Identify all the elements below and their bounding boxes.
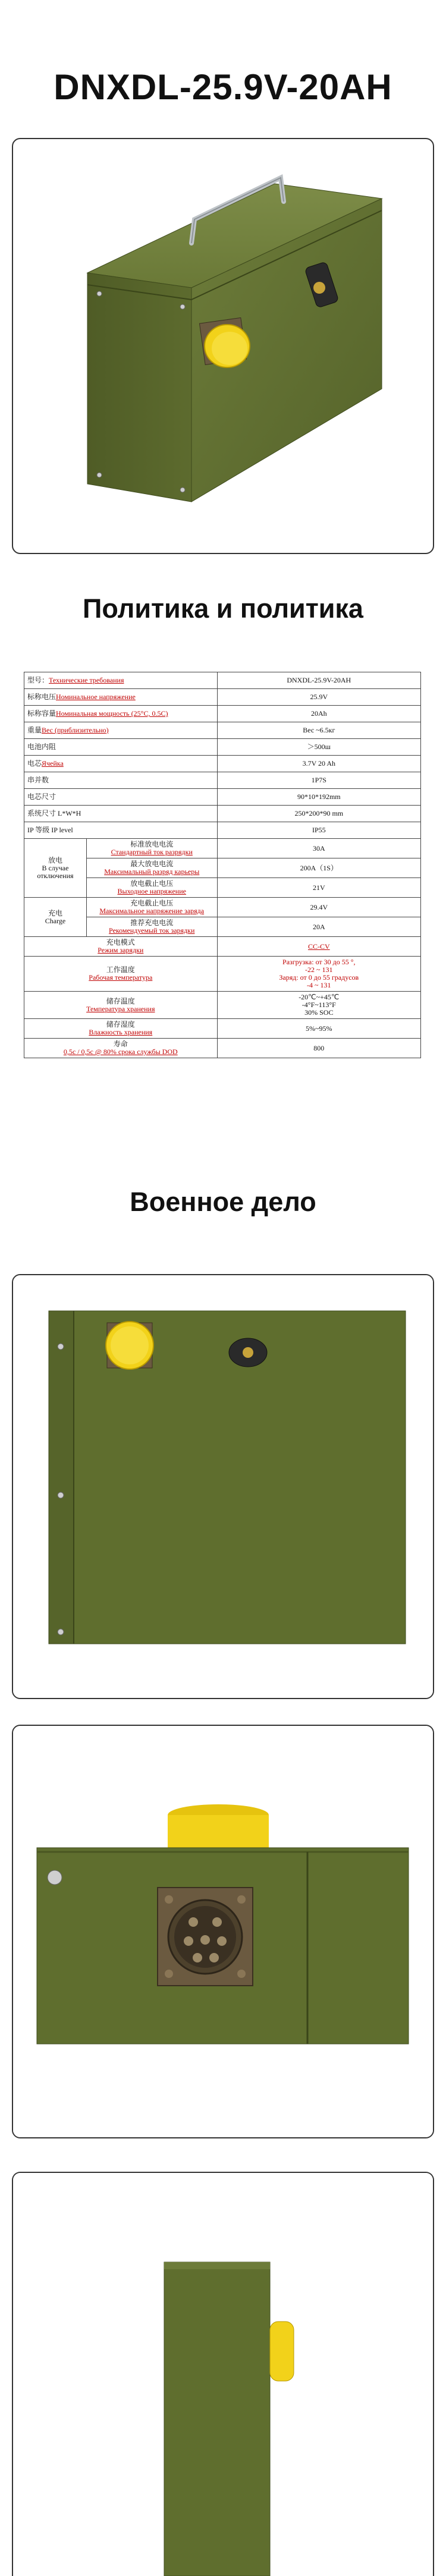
table-row bbox=[24, 806, 421, 822]
row-label-ru: Ячейка bbox=[42, 759, 64, 768]
row-value-line: Заряд: от 0 до 55 градусов bbox=[279, 973, 359, 982]
row-label-ru: 0,5c / 0,5c @ 80% срока службы DOD bbox=[63, 1048, 178, 1056]
row-label-zh: 寿命 bbox=[113, 1040, 128, 1048]
row-label-ru: Рекомендуемый ток зарядки bbox=[109, 926, 195, 935]
row-value: 20A bbox=[217, 917, 420, 937]
row-value: 3.7V 20 Ah bbox=[217, 756, 420, 772]
row-label-zh: IP 等级 IP level bbox=[27, 826, 73, 834]
row-value: 200A（1S） bbox=[217, 858, 420, 878]
row-value: 90*10*192mm bbox=[217, 789, 420, 806]
row-value-line: -20℃~+45℃ bbox=[299, 993, 340, 1001]
charge-group-zh: 充电 bbox=[48, 908, 62, 917]
row-label-ru: Влажность хранения bbox=[89, 1028, 153, 1036]
table-row bbox=[24, 822, 421, 839]
row-label-zh: 推荐充电电流 bbox=[130, 919, 174, 927]
row-value: 25.9V bbox=[217, 689, 420, 706]
row-label-ru: Рабочая температура bbox=[89, 973, 153, 982]
table-row bbox=[24, 992, 421, 1019]
row-label-zh: 放电截止电压 bbox=[130, 879, 174, 888]
row-value: 20Ah bbox=[217, 706, 420, 722]
table-row bbox=[24, 898, 421, 917]
row-label-ru: Номинальное напряжение bbox=[56, 693, 136, 701]
battery-front-image bbox=[13, 1275, 433, 1698]
row-value-line: 30% SOC bbox=[304, 1008, 334, 1017]
row-label-ru: Максимальный разряд карьеры bbox=[104, 867, 200, 876]
row-label-zh: 标准放电电流 bbox=[130, 840, 174, 848]
row-label-zh: 充电模式 bbox=[106, 938, 135, 946]
row-value: 30A bbox=[217, 839, 420, 858]
table-row bbox=[24, 706, 421, 722]
row-label-zh: 电池内阻 bbox=[27, 743, 56, 751]
discharge-group-cell bbox=[24, 839, 87, 898]
table-row bbox=[24, 772, 421, 789]
discharge-group-ru: В случае отключения bbox=[37, 863, 74, 880]
product-photo-connector bbox=[12, 1725, 434, 2138]
row-value: 21V bbox=[217, 878, 420, 898]
row-label-zh: 电芯尺寸 bbox=[27, 792, 56, 801]
row-value: IP55 bbox=[217, 822, 420, 839]
row-label-zh: 工作温度 bbox=[106, 965, 135, 974]
product-photo-front bbox=[12, 1274, 434, 1699]
battery-box-image bbox=[13, 139, 433, 553]
table-header-row bbox=[24, 672, 421, 689]
page-title: DNXDL-25.9V-20AH bbox=[54, 67, 392, 107]
table-row bbox=[24, 756, 421, 772]
product-photo-main bbox=[12, 138, 434, 554]
row-label-ru: Выходное напряжение bbox=[117, 887, 186, 895]
table-row bbox=[24, 957, 421, 992]
connector-closeup-image bbox=[13, 1726, 433, 2137]
row-label-zh: 系统尺寸 L*W*H bbox=[27, 809, 81, 817]
row-label-ru: Стандартный ток разрядки bbox=[111, 848, 193, 856]
row-label-ru: Вес (приблизительно) bbox=[42, 726, 109, 734]
section-heading-policy: Политика и политика bbox=[83, 593, 363, 624]
row-value: Вес ~6.5кг bbox=[217, 722, 420, 739]
row-value: 29.4V bbox=[217, 898, 420, 917]
row-value-line: -4 ~ 131 bbox=[307, 981, 331, 989]
discharge-group-zh: 放电 bbox=[48, 855, 62, 864]
row-label-zh: 最大放电电流 bbox=[130, 860, 174, 868]
row-label-zh: 标称容量 bbox=[27, 709, 56, 718]
row-value: 5%~95% bbox=[217, 1019, 420, 1039]
row-value-line: Разгрузка: от 30 до 55 °, bbox=[282, 958, 356, 966]
model-label-zh: 型号： bbox=[27, 676, 49, 684]
row-label-zh: 储存湿度 bbox=[106, 1020, 135, 1028]
row-label-ru: Номинальная мощность (25°C, 0.5C) bbox=[56, 709, 168, 718]
spec-table bbox=[24, 672, 421, 1058]
row-label-ru: Температура хранения bbox=[86, 1004, 155, 1013]
row-label-zh: 标称电压 bbox=[27, 693, 56, 701]
product-photo-side bbox=[12, 2172, 434, 2576]
charge-group-cell bbox=[24, 898, 87, 937]
row-value: ＞500ш bbox=[217, 739, 420, 756]
row-value: 1P7S bbox=[217, 772, 420, 789]
charge-group-ru: Charge bbox=[45, 916, 66, 925]
table-row bbox=[24, 1019, 421, 1039]
table-row bbox=[24, 789, 421, 806]
row-value-line: -4°F~113°F bbox=[301, 1001, 336, 1009]
row-label-zh: 充电截止电压 bbox=[130, 899, 174, 907]
table-row bbox=[24, 689, 421, 706]
row-label-ru: Максимальное напряжение заряда bbox=[99, 907, 205, 915]
model-label-ru: Технические требования bbox=[49, 676, 124, 684]
row-label-zh: 电芯 bbox=[27, 759, 42, 768]
row-value: 800 bbox=[217, 1039, 420, 1058]
row-label-zh: 串并数 bbox=[27, 776, 49, 784]
section-heading-military: Военное дело bbox=[130, 1187, 316, 1217]
row-label-zh: 储存温度 bbox=[106, 996, 135, 1005]
model-value: DNXDL-25.9V-20AH bbox=[217, 672, 420, 689]
table-row bbox=[24, 839, 421, 858]
row-label-ru: Режим зарядки bbox=[98, 946, 144, 954]
table-row bbox=[24, 739, 421, 756]
row-value-line: -22 ~ 131 bbox=[305, 965, 333, 974]
table-row bbox=[24, 722, 421, 739]
row-value: 250*200*90 mm bbox=[217, 806, 420, 822]
table-row bbox=[24, 1039, 421, 1058]
row-label-zh: 重量 bbox=[27, 726, 42, 734]
row-value: CC-CV bbox=[217, 937, 420, 957]
battery-side-image bbox=[13, 2173, 433, 2576]
table-row bbox=[24, 937, 421, 957]
